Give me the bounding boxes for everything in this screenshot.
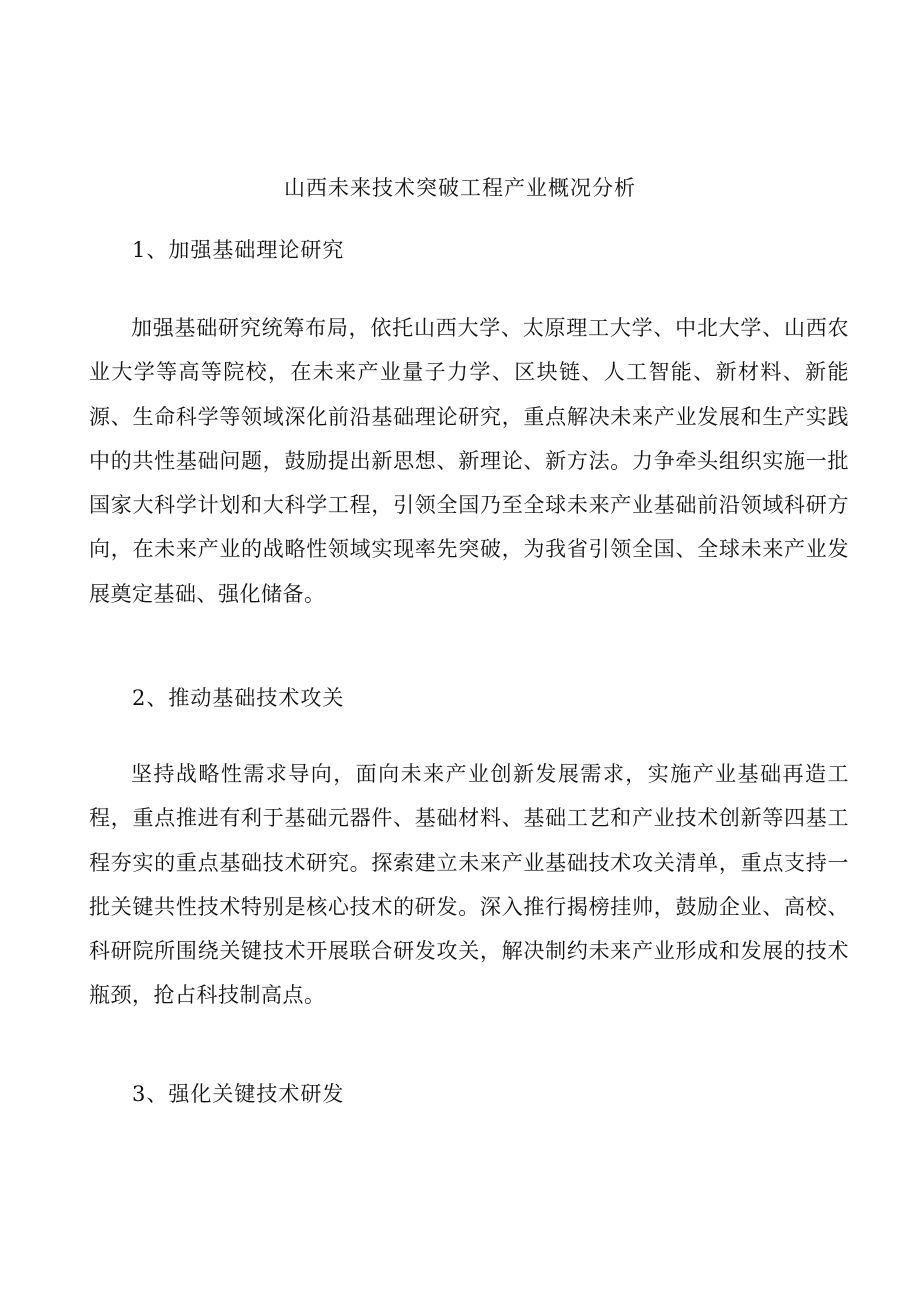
section-heading-2: 2、推动基础技术攻关	[132, 686, 345, 710]
section-paragraph-2: 坚持战略性需求导向，面向未来产业创新发展需求，实施产业基础再造工程，重点推进有利于基础元器件、基础材料、基础工艺和产业技术创新等四基工程夯实的重点基础技术研究。探索建立未来产业基础技术攻关清单，重点支持一批关键共性技术特别是核心技术的研发。深入推行揭榜挂帅，鼓励企业、高校、科研院所围绕关键技术开展联合研发攻关，解决制约未来产业形成和发展的技术瓶颈，抢占科技制高点。	[89, 762, 849, 1008]
section-heading-3: 3、强化关键技术研发	[132, 1082, 345, 1106]
section-heading-1: 1、加强基础理论研究	[132, 238, 345, 262]
section-paragraph-1: 加强基础研究统筹布局，依托山西大学、太原理工大学、中北大学、山西农业大学等高等院校，在未来产业量子力学、区块链、人工智能、新材料、新能源、生命科学等领域深化前沿基础理论研究，重点解决未来产业发展和生产实践中的共性基础问题，鼓励提出新思想、新理论、新方法。力争牵头组织实施一批国家大科学计划和大科学工程，引领全国乃至全球未来产业基础前沿领域科研方向，在未来产业的战略性领域实现率先突破，为我省引领全国、全球未来产业发展奠定基础、强化储备。	[89, 316, 849, 606]
document-title: 山西未来技术突破工程产业概况分析	[284, 176, 636, 200]
